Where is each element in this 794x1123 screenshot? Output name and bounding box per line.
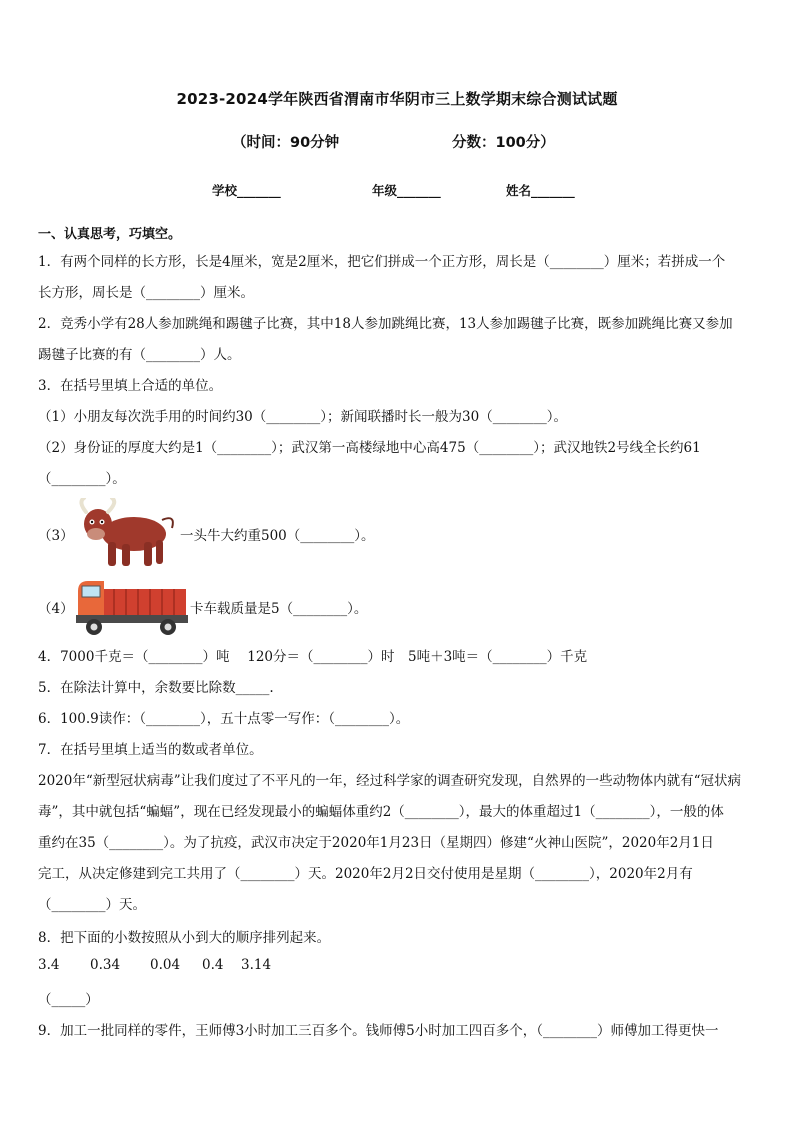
bull-illustration — [76, 498, 178, 570]
q7-line2: 毒”，其中就包括“蝙蝠”，现在已经发现最小的蝙蝠体重约2（________），最大的体重超过1（________），一般的体 — [38, 804, 724, 820]
q8-number: 3.14 — [241, 957, 272, 973]
q9-line: 9．加工一批同样的零件，王师傅3小时加工三百多个。钱师傅5小时加工四百多个，（________）师傅加工得更快一 — [38, 1023, 719, 1039]
q3-sub2-line2: （________）。 — [38, 471, 126, 487]
score-label: 分数：100分） — [452, 135, 555, 151]
q6-line: 6．100.9读作：（________），五十点零一写作：（________）。 — [38, 711, 410, 727]
q3-sub4-label: （4） — [38, 601, 74, 617]
q3-sub1: （1）小朋友每次洗手用的时间约30（________）；新闻联播时长一般为30（________）。 — [38, 409, 567, 425]
q4-line: 4．7000千克＝（________）吨 120分＝（________）时 5吨＋3吨＝（________）千克 — [38, 649, 588, 665]
page-title: 2023-2024学年陕西省渭南市华阴市三上数学期末综合测试试题 — [176, 90, 618, 108]
q8-number: 0.4 — [202, 957, 224, 973]
q7-line5: （________）天。 — [38, 897, 146, 913]
name-field: 姓名_______ — [506, 183, 575, 198]
q1-line1: 1．有两个同样的长方形，长是4厘米，宽是2厘米，把它们拼成一个正方形，周长是（________）厘米；若拼成一个 — [38, 254, 726, 270]
q2-line1: 2．竞秀小学有28人参加跳绳和踢毽子比赛，其中18人参加跳绳比赛，13人参加踢毽子比赛，既参加跳绳比赛又参加 — [38, 316, 733, 332]
q3-sub4-text: 卡车载质量是5（________）。 — [190, 601, 368, 617]
q7-stem: 7．在括号里填上适当的数或者单位。 — [38, 742, 263, 758]
q8-number: 3.4 — [38, 957, 60, 973]
q3-sub3-label: （3） — [38, 528, 74, 544]
q5-line: 5．在除法计算中，余数要比除数_____. — [38, 680, 274, 696]
school-field: 学校_______ — [212, 183, 281, 198]
q8-number: 0.34 — [90, 957, 121, 973]
q7-line1: 2020年“新型冠状病毒”让我们度过了不平凡的一年，经过科学家的调查研究发现，自然界的一些动物体内就有“冠状病 — [38, 773, 742, 789]
truck-illustration — [74, 575, 190, 637]
grade-field: 年级_______ — [372, 183, 441, 198]
q8-stem: 8．把下面的小数按照从小到大的顺序排列起来。 — [38, 930, 331, 946]
q1-line2: 长方形，周长是（________）厘米。 — [38, 285, 254, 301]
q7-line3: 重约在35（________）。为了抗疫，武汉市决定于2020年1月23日（星期四）修建“火神山医院”，2020年2月1日 — [38, 835, 714, 851]
q7-line4: 完工，从决定修建到完工共用了（________）天。2020年2月2日交付使用是星期（________），2020年2月有 — [38, 866, 693, 882]
q3-sub3-text: 一头牛大约重500（________）。 — [180, 528, 375, 544]
q3-stem: 3．在括号里填上合适的单位。 — [38, 378, 223, 394]
q2-line2: 踢毽子比赛的有（________）人。 — [38, 347, 241, 363]
q8-number: 0.04 — [150, 957, 181, 973]
q3-sub2-line1: （2）身份证的厚度大约是1（________）；武汉第一高楼绿地中心高475（________）；武汉地铁2号线全长约61 — [38, 440, 701, 456]
section-heading: 一、认真思考，巧填空。 — [38, 227, 182, 242]
time-label: （时间：90分钟 — [232, 135, 340, 151]
q8-answer-blank: （_____） — [38, 992, 99, 1008]
